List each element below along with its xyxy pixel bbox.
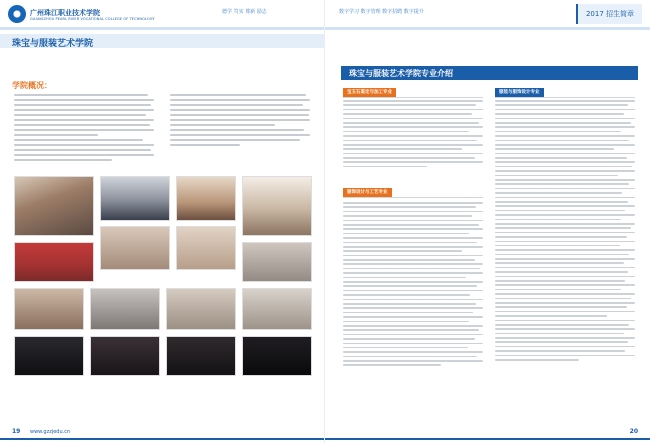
footer-strip-right: [325, 438, 650, 440]
page-number-left: 19: [12, 428, 21, 435]
photo-workshop: [242, 242, 312, 282]
photo-fashion-models: [100, 176, 170, 221]
photo-lab: [242, 288, 312, 330]
fashion-craft-text: [343, 202, 483, 369]
left-footer: [0, 421, 325, 443]
left-slogans: 德学 笃实 尊新 励志: [222, 9, 267, 15]
section-title: 珠宝与服装艺术学院: [12, 39, 94, 49]
website-link[interactable]: www.gzzjedu.cn: [30, 429, 71, 435]
photo-lecture: [90, 288, 160, 330]
right-page: [325, 0, 650, 443]
major-intro-title: 珠宝与服装艺术学院专业介绍: [349, 69, 453, 78]
photo-runway: [176, 176, 236, 221]
tag-apparel-design: 服装与服饰设计专业: [495, 88, 544, 97]
brochure-tag: 2017 招生简章: [576, 4, 642, 24]
school-name: 广州珠江职业技术学院: [30, 9, 100, 17]
apparel-design-text: [495, 100, 635, 363]
tag-gem-major: 宝玉石鉴定与加工专业: [343, 88, 396, 97]
gem-major-text: [343, 100, 483, 170]
tag-fashion-craft: 服饰设计与工艺专业: [343, 188, 392, 197]
photo-students-1: [100, 226, 170, 270]
school-name-en: GUANGZHOU PEARL RIVER VOCATIONAL COLLEGE OF TECHNOLOGY: [30, 17, 155, 21]
photo-fashion-show-3: [166, 336, 236, 376]
photo-jewelry: [242, 176, 312, 236]
school-logo-icon: [8, 5, 26, 23]
photo-display: [14, 288, 84, 330]
photo-award: [14, 242, 94, 282]
photo-sewing: [166, 288, 236, 330]
right-header: [325, 0, 650, 30]
photo-fashion-show-4: [242, 336, 312, 376]
header-divider-right: [325, 27, 650, 30]
footer-strip-left: [0, 438, 325, 440]
photo-classroom: [14, 176, 94, 236]
photo-fashion-show-2: [90, 336, 160, 376]
intro-heading: 学院概况：: [12, 81, 52, 90]
right-slogans: 数字学习 数字管理 数字招聘 数字提升: [339, 9, 424, 15]
intro-text-col-1: [14, 94, 154, 164]
photo-students-2: [176, 226, 236, 270]
left-header: [0, 0, 325, 30]
photo-fashion-show-1: [14, 336, 84, 376]
header-divider: [0, 27, 325, 30]
intro-text-col-2: [170, 94, 310, 149]
page-number-right: 20: [629, 428, 638, 435]
